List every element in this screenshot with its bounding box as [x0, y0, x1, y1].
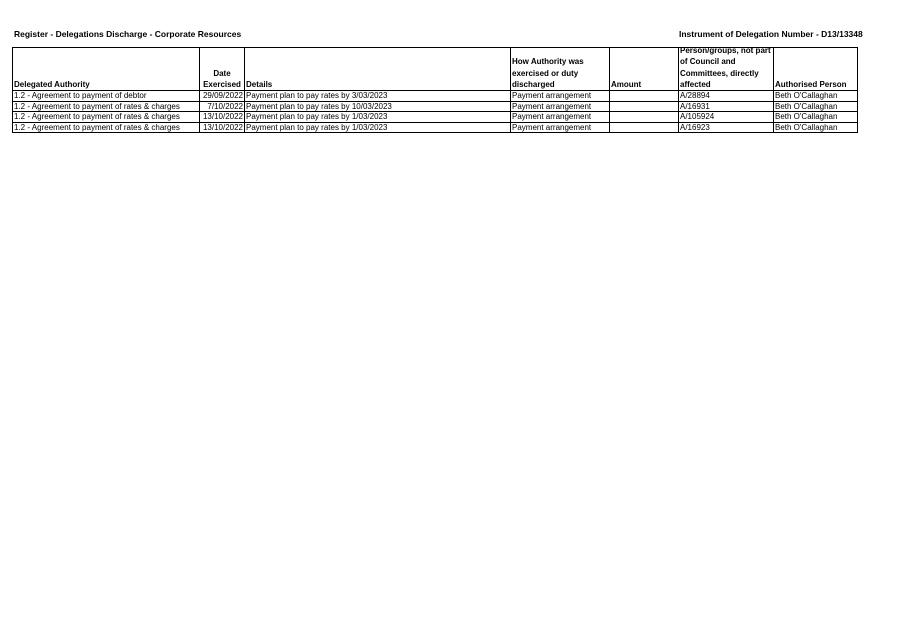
cell-delegated-authority: 1.2 - Agreement to payment of rates & charges — [13, 101, 200, 112]
table-header-row — [13, 48, 858, 91]
column-header-authorised-person: Authorised Person — [774, 48, 858, 91]
cell-authorised-person: Beth O'Callaghan — [774, 101, 858, 112]
cell-how-exercised: Payment arrangement — [511, 112, 610, 123]
column-header-delegated-authority: Delegated Authority — [13, 48, 200, 91]
cell-how-exercised: Payment arrangement — [511, 101, 610, 112]
cell-how-exercised: Payment arrangement — [511, 122, 610, 133]
cell-authorised-person: Beth O'Callaghan — [774, 112, 858, 123]
table-row — [13, 101, 858, 112]
cell-amount — [610, 122, 679, 133]
cell-persons-affected: A/16923 — [679, 122, 774, 133]
cell-details: Payment plan to pay rates by 10/03/2023 — [245, 101, 511, 112]
cell-delegated-authority: 1.2 - Agreement to payment of rates & charges — [13, 122, 200, 133]
cell-date-exercised: 13/10/2022 — [200, 112, 245, 123]
cell-details: Payment plan to pay rates by 1/03/2023 — [245, 112, 511, 123]
instrument-number: Instrument of Delegation Number - D13/13348 — [679, 29, 863, 39]
cell-persons-affected: A/28894 — [679, 91, 774, 102]
table-row — [13, 112, 858, 123]
cell-persons-affected: A/16931 — [679, 101, 774, 112]
cell-amount — [610, 112, 679, 123]
cell-date-exercised: 29/09/2022 — [200, 91, 245, 102]
column-header-persons-affected — [679, 48, 774, 91]
column-header-how-exercised: How Authority was exercised or duty discharged — [511, 48, 610, 91]
column-header-date-exercised: Date Exercised — [200, 48, 245, 91]
cell-details: Payment plan to pay rates by 1/03/2023 — [245, 122, 511, 133]
register-title: Register - Delegations Discharge - Corporate Resources — [14, 29, 242, 39]
column-header-amount: Amount — [610, 48, 679, 91]
cell-delegated-authority: 1.2 - Agreement to payment of rates & charges — [13, 112, 200, 123]
delegations-table — [12, 47, 858, 133]
cell-authorised-person: Beth O'Callaghan — [774, 122, 858, 133]
table-row — [13, 91, 858, 102]
column-header-details: Details — [245, 48, 511, 91]
cell-how-exercised: Payment arrangement — [511, 91, 610, 102]
cell-authorised-person: Beth O'Callaghan — [774, 91, 858, 102]
table-row — [13, 122, 858, 133]
cell-delegated-authority: 1.2 - Agreement to payment of debtor — [13, 91, 200, 102]
cell-date-exercised: 7/10/2022 — [200, 101, 245, 112]
cell-date-exercised: 13/10/2022 — [200, 122, 245, 133]
persons-affected-label: Person/groups, not part of Council and Committees, directly affected — [680, 48, 771, 89]
cell-amount — [610, 101, 679, 112]
cell-amount — [610, 91, 679, 102]
cell-details: Payment plan to pay rates by 3/03/2023 — [245, 91, 511, 102]
cell-persons-affected: A/105924 — [679, 112, 774, 123]
